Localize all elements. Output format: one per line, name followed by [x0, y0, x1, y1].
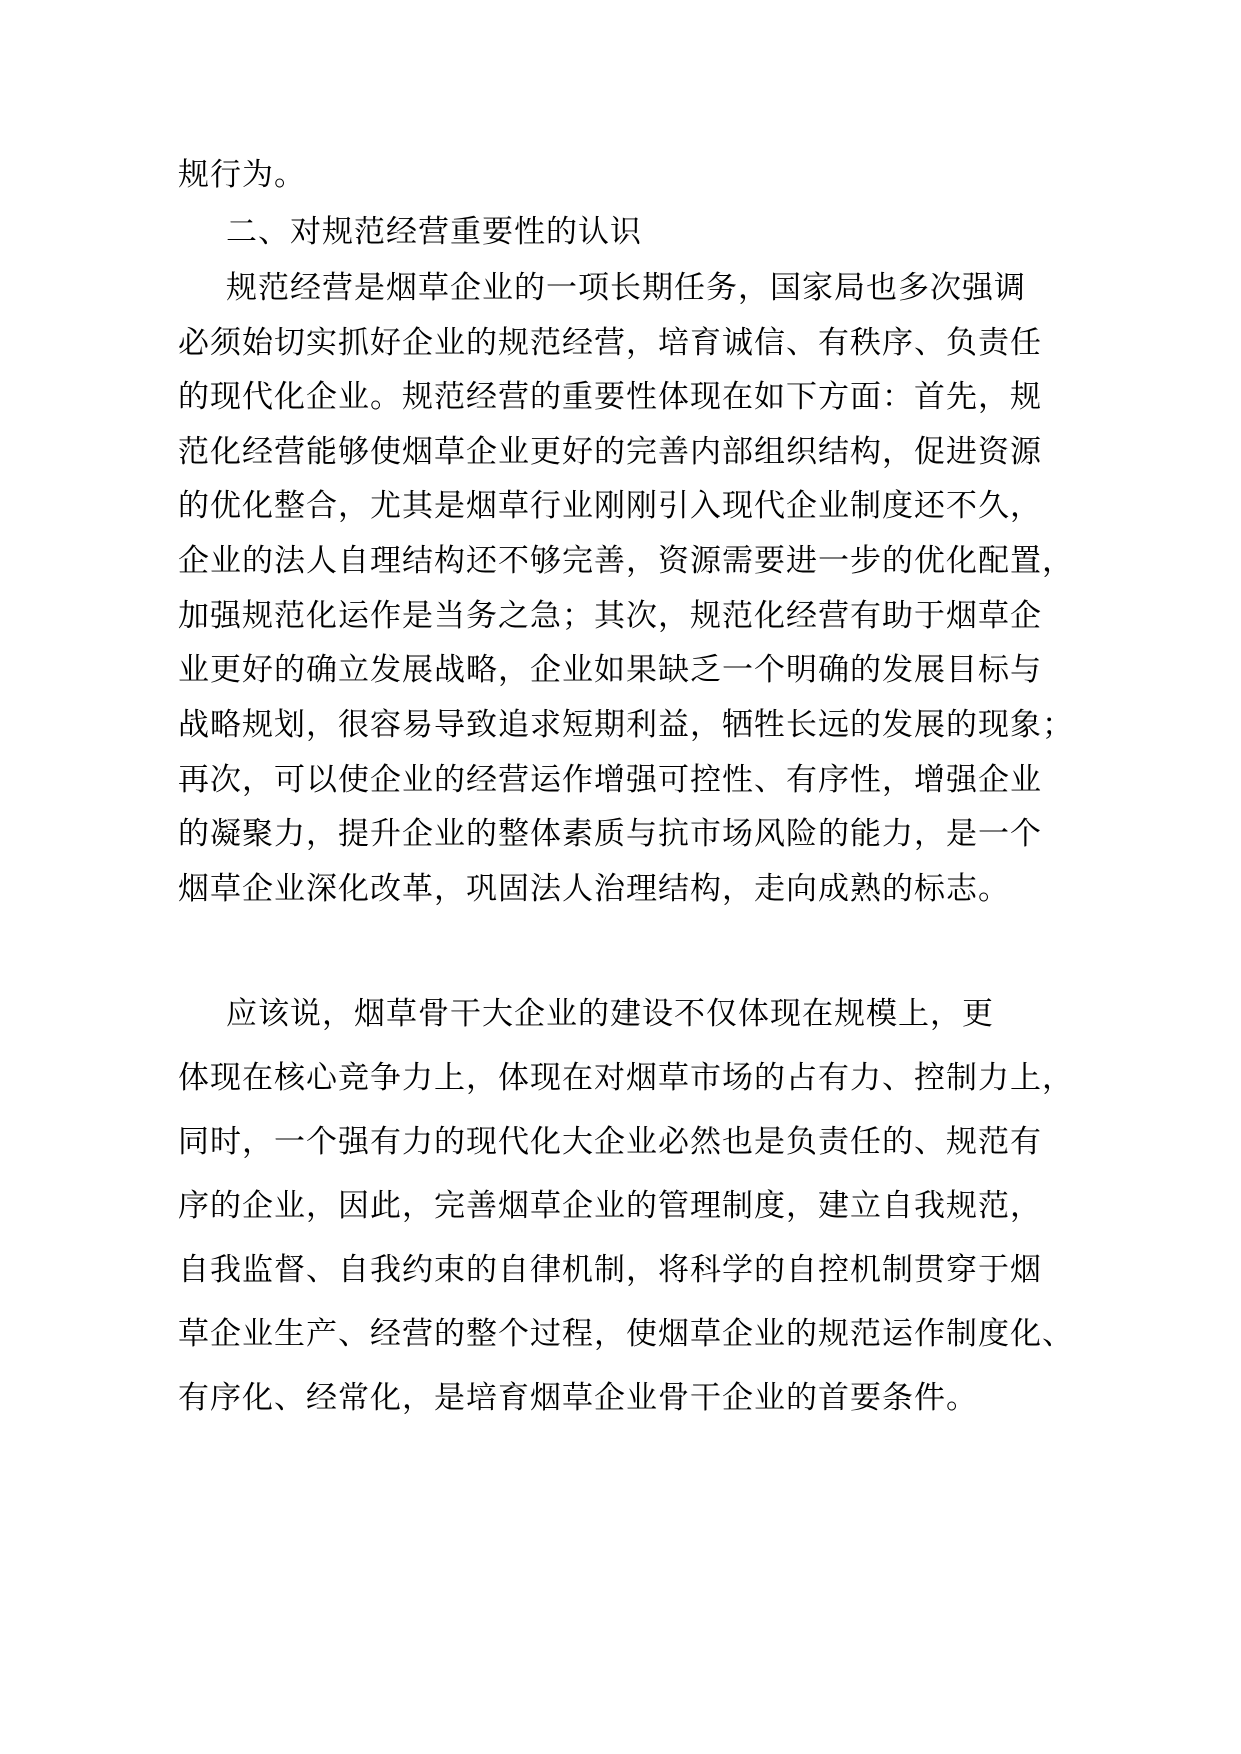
text-line: 草企业生产、经营的整个过程，使烟草企业的规范运作制度化、	[178, 1316, 1074, 1352]
text-line: 范化经营能够使烟草企业更好的完善内部组织结构，促进资源	[178, 434, 1042, 470]
text-line: 再次，可以使企业的经营运作增强可控性、有序性，增强企业	[178, 762, 1042, 798]
text-line: 应该说，烟草骨干大企业的建设不仅体现在规模上，更	[226, 996, 994, 1032]
text-line: 加强规范化运作是当务之急；其次，规范化经营有助于烟草企	[178, 598, 1042, 634]
text-line: 烟草企业深化改革，巩固法人治理结构，走向成熟的标志。	[178, 871, 1010, 907]
text-line: 自我监督、自我约束的自律机制，将科学的自控机制贯穿于烟	[178, 1252, 1042, 1288]
text-line: 战略规划，很容易导致追求短期利益，牺牲长远的发展的现象；	[178, 707, 1074, 743]
text-line: 体现在核心竞争力上，体现在对烟草市场的占有力、控制力上，	[178, 1060, 1074, 1096]
text-line: 规范经营是烟草企业的一项长期任务，国家局也多次强调	[226, 270, 1026, 306]
section-heading: 二、对规范经营重要性的认识	[226, 214, 642, 250]
text-line: 规行为。	[178, 157, 306, 193]
text-line: 同时，一个强有力的现代化大企业必然也是负责任的、规范有	[178, 1124, 1042, 1160]
text-line: 企业的法人自理结构还不够完善，资源需要进一步的优化配置，	[178, 543, 1074, 579]
text-line: 序的企业，因此，完善烟草企业的管理制度，建立自我规范，	[178, 1188, 1042, 1224]
text-line: 的凝聚力，提升企业的整体素质与抗市场风险的能力，是一个	[178, 816, 1042, 852]
text-line: 必须始切实抓好企业的规范经营，培育诚信、有秩序、负责任	[178, 325, 1042, 361]
text-line: 的优化整合，尤其是烟草行业刚刚引入现代企业制度还不久，	[178, 488, 1042, 524]
text-line: 的现代化企业。规范经营的重要性体现在如下方面：首先，规	[178, 379, 1042, 415]
text-line: 有序化、经常化，是培育烟草企业骨干企业的首要条件。	[178, 1380, 978, 1416]
text-line: 业更好的确立发展战略，企业如果缺乏一个明确的发展目标与	[178, 652, 1042, 688]
